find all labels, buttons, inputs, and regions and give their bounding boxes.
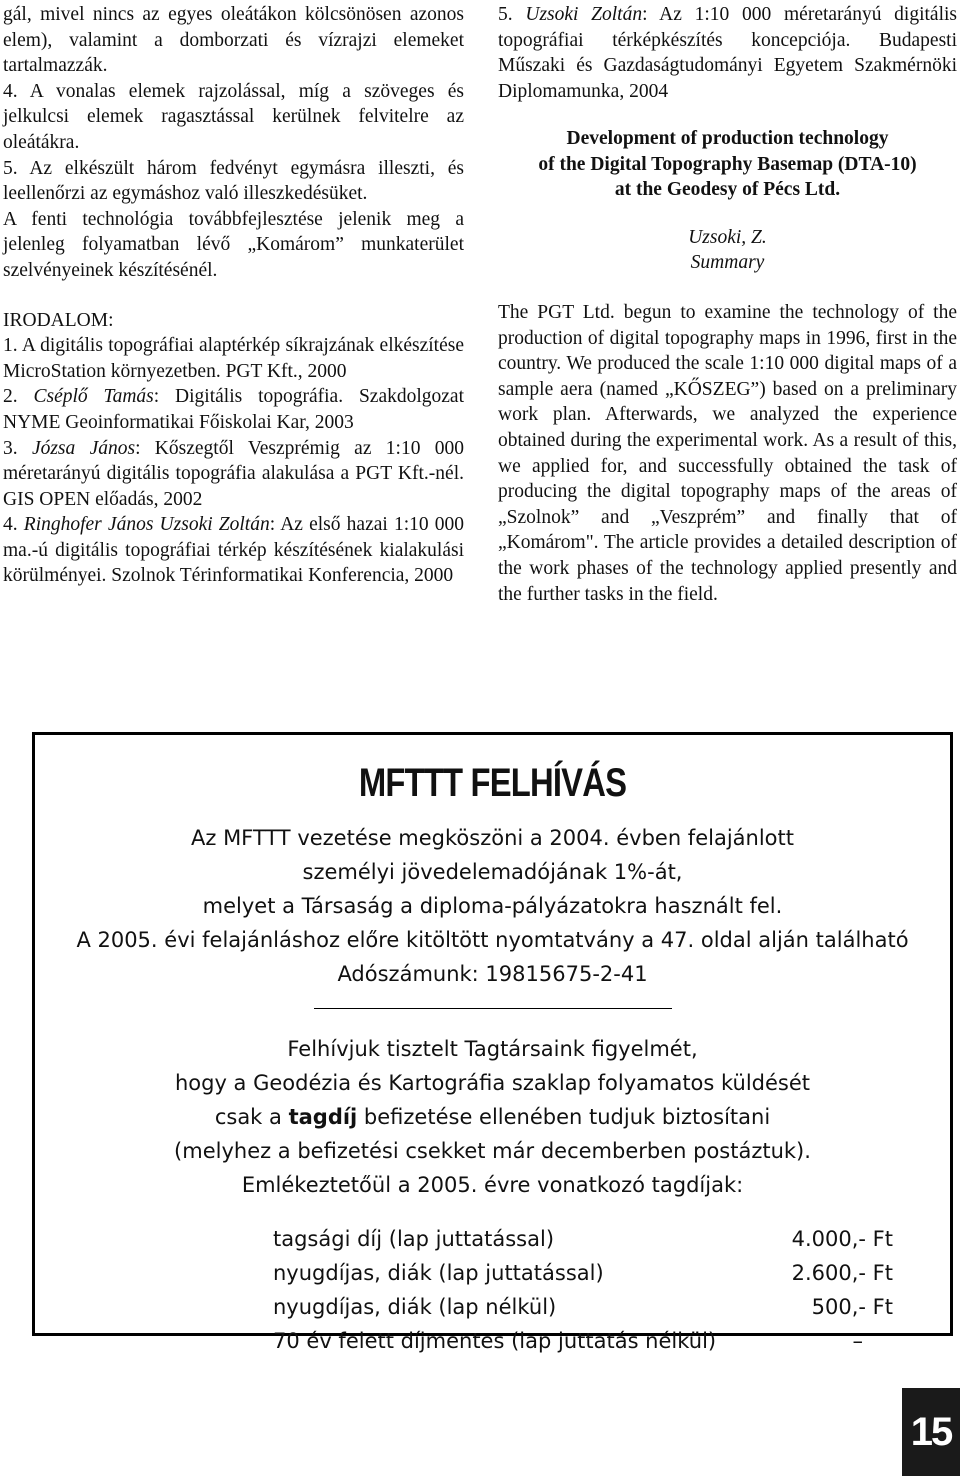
reference-item: 2. Cséplő Tamás: Digitális topográfia. Szakdolgozat NYME Geoinformatikai Főiskolai Kar, 2003 — [3, 386, 465, 433]
summary-text: The PGT Ltd. begun to examine the technology of the production of digital topography maps in 1996, first in the country. We produced the scale 1:10 000 digital maps of a sample aera (named „KŐSZEG”) based on a preliminary work plan. Afterwards, we analyzed the experience obtained during the experimental work. As a result of this, we applied for, and successfully obtained the task of producing the digital topography maps of the areas of „Szolnok” and „Veszprém” and finally that of „Komárom". The article provides a detailed description of the work phases of the technology applied presently and the further tasks in the field. — [498, 302, 957, 605]
reference-item: 5. Uzsoki Zoltán: Az 1:10 000 méretarányú digitális topográfiai térképkészítés koncepciója. Budapesti Műszaki és Gazdaságtudományi Egyetem Szakmérnöki Diplomamunka, 2004 — [498, 4, 958, 102]
notice-line: (melyhez a befizetési csekket már decemberben postáztuk). — [174, 1139, 811, 1163]
fee-table — [273, 1222, 893, 1358]
paragraph: A fenti technológia továbbfejlesztése jelenik meg a jelenleg folyamatban lévő „Komárom” munkaterület szelvényeinek készítésénél. — [3, 208, 464, 281]
paragraph: 5. Az elkészült három fedvényt egymásra illeszti, és leellenőrzi az egymáshoz való illeszkedésüket. — [3, 157, 464, 205]
notice-text — [35, 821, 950, 1202]
fee-row: tagsági díj (lap juttatással) 4.000,- Ft — [273, 1227, 893, 1251]
left-column — [3, 2, 464, 589]
reference-item: 1. A digitális topográfiai alaptérkép síkrajzának elkészítése MicroStation környezetben. PGT Kft., 2000 — [3, 335, 464, 382]
paragraph: 4. A vonalas elemek rajzolással, míg a szöveges és jelkulcsi elemek ragasztással kerülnek felvitelre az oleátákra. — [3, 80, 464, 153]
notice-line: csak a tagdíj befizetése ellenében tudjuk biztosítani — [214, 1105, 771, 1129]
notice-line: melyet a Társaság a diploma-pályázatokra használt fel. — [202, 894, 783, 918]
author-line: Uzsoki, Z. Summary — [688, 226, 767, 274]
notice-line: Emlékeztetőül a 2005. évre vonatkozó tagdíjak: — [241, 1173, 744, 1197]
paragraph: gál, mivel nincs az egyes oleátákon kölcsönösen azonos elem), valamint a domborzati és vízrajzi elemeket tartalmazzák. — [3, 4, 464, 77]
notice-line: hogy a Geodézia és Kartográfia szaklap folyamatos küldését — [174, 1071, 811, 1095]
notice-line: Felhívjuk tisztelt Tagtársaink figyelmét, — [287, 1037, 698, 1061]
notice-line: A 2005. évi felajánláshoz előre kitöltött nyomtatvány a 47. oldal alján található — [76, 928, 909, 952]
fee-row: 70 év felett díjmentes (lap juttatás nélkül) – — [273, 1329, 863, 1353]
reference-item: 4. Ringhofer János Uzsoki Zoltán: Az első hazai 1:10 000 ma.-ú digitális topográfiai térkép készítésének kialakulási körülményei. Szolnok Térinformatikai Konferencia, 2000 — [3, 514, 465, 587]
reference-item: 3. Józsa János: Kőszegtől Veszprémig az 1:10 000 méretarányú digitális topográfia alakulása a PGT Kft.-nél. GIS OPEN előadás, 2002 — [3, 437, 465, 510]
notice-line: Az MFTTT vezetése megköszöni a 2004. évben felajánlott — [191, 826, 794, 850]
fee-row: nyugdíjas, diák (lap nélkül) 500,- Ft — [273, 1295, 893, 1319]
summary-label: Summary — [690, 252, 765, 274]
tax-number: Adószámunk: 19815675-2-41 — [337, 962, 648, 986]
references-heading: IRODALOM: — [3, 309, 114, 331]
notice-title: MFTTT FELHÍVÁS — [358, 761, 627, 805]
divider — [314, 1008, 672, 1009]
right-column — [498, 2, 957, 607]
notice-box — [32, 732, 953, 1353]
notice-line: személyi jövedelemadójának 1%-át, — [302, 860, 683, 884]
page-number: 15 — [902, 1388, 960, 1476]
english-title: Development of production technology of the Digital Topography Basemap (DTA-10) at the Geodesy of Pécs Ltd. — [538, 128, 917, 201]
fee-row: nyugdíjas, diák (lap juttatással) 2.600,- Ft — [273, 1261, 893, 1285]
